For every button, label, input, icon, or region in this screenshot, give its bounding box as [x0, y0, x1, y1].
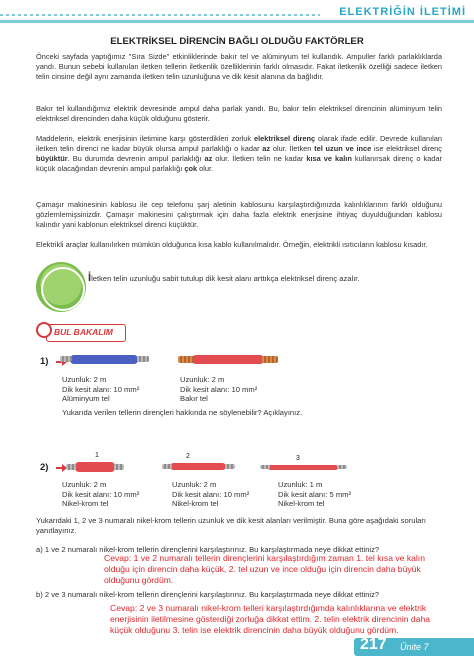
- wire-material: Nikel-krom tel: [172, 499, 219, 508]
- copper-wire: [192, 355, 264, 364]
- answer-b: Cevap: 2 ve 3 numaralı nikel-krom telleri karşılaştırdığımda kalınlıklarına ve elektrik enerjisinin iletilmesine gösterdiği zorluğa dikkat ettim. 2. telin elektrik direncinin daha küçük olduğunu 3. telin ise elektrik direncinin daha büyük olduğunu gördüm.: [110, 603, 431, 635]
- paragraph-5: Elektrikli araçlar kullanılırken mümkün olduğunca kısa kablo kullanılmalıdır. Örneğin, elektrikli ısıtıcıların kablosu kısadır.: [36, 240, 428, 249]
- paragraph-1: Önceki sayfada yaptığımız "Sıra Sizde" etkinliklerinde bakır tel ve alüminyum tel kullandık. Ampuller farklı parlaklıklarda yandı. Bunun sebebi kullanılan iletken tellerin iletkenlik özelliklerinin farklı olmasıdır. Fakat iletkenlik özelliği sadece iletken telin cinsine değil aynı zamanda iletken telin uzunluğuna ve dik kesit alanına da bağlıdır.: [36, 52, 442, 81]
- copper-wire-end-right: [262, 356, 278, 363]
- answer-a: Cevap: 1 ve 2 numaralı tellerin dirençlerini karşılaştırdığım zaman 1. tel kısa ve kalın olduğu için direncin daha küçük, 2. tel uzun ve ince olduğu için direncin daha büyük olduğunu gördüm.: [104, 553, 425, 585]
- wire-2-specs: [180, 375, 257, 404]
- arrow-icon: [56, 467, 64, 469]
- wire-length: Uzunluk: 1 m: [278, 480, 323, 489]
- header-bar: [0, 20, 474, 23]
- magnifier-icon: [36, 322, 52, 338]
- lightbulb-ring: [41, 267, 85, 311]
- wire-length: Uzunluk: 2 m: [172, 480, 217, 489]
- wire-label-1: 1: [95, 452, 99, 459]
- copper-wire-end-left: [178, 356, 194, 363]
- page-footer: [330, 632, 474, 660]
- wire-3-specs: [278, 480, 351, 509]
- wire-length: Uzunluk: 2 m: [180, 375, 225, 384]
- wire-label-2: 2: [186, 453, 190, 460]
- question-2a: a) 1 ve 2 numaralı nikel-krom tellerin dirençlerini karşılaştırınız. Bu karşılaştırmada neye dikkat ettiniz?: [36, 545, 380, 554]
- wire-material: Bakır tel: [180, 394, 208, 403]
- badge-label: BUL BAKALIM: [54, 327, 113, 337]
- question-2-number: 2): [40, 462, 49, 473]
- wire-area: Dik kesit alanı: 10 mm²: [180, 384, 258, 394]
- key-info: İletken telin uzunluğu sabit tutulup dik kesit alanı arttıkça elektriksel direnç azalır.: [88, 272, 360, 284]
- unit-label: Ünite 7: [400, 642, 429, 652]
- wire-2-end-right: [225, 464, 235, 469]
- paragraph-4: Çamaşır makinesinin kablosu ile cep telefonu şarj aletinin kablosunu karşılaştırdığınızda kalınlıklarının farklı olduğunu gözlemlemişsinizdir. Çamaşır makinesini çalıştırmak için daha fazla elektrik enerjisine ihtiyaç duyulduğundan kablosu kalındır yani kablonun elektriksel direnci küçüktür.: [36, 200, 442, 229]
- aluminum-wire-end-right: [137, 356, 149, 362]
- page-header: [0, 0, 474, 28]
- question-1-number: 1): [40, 356, 49, 367]
- section-title: ELEKTRİKSEL DİRENCİN BAĞLI OLDUĞU FAKTÖRLER: [110, 36, 364, 47]
- nichrome-wire-3: [268, 465, 338, 470]
- chapter-title: ELEKTRİĞİN İLETİMİ: [339, 6, 466, 18]
- wire-length: Uzunluk: 2 m: [62, 480, 107, 489]
- wire-2-end-left: [162, 464, 172, 469]
- wire-1-end-right: [114, 464, 124, 470]
- page-number: 217: [360, 636, 387, 653]
- wire-1-specs: [62, 480, 139, 509]
- paragraph-2: Bakır tel kullandığımız elektrik devresinde ampul daha parlak yandı. Bu, bakır telin elektriksel direncinin alüminyum telin elektriksel direncinden daha küçük olduğunu gösterir.: [36, 104, 442, 123]
- wire-length: Uzunluk: 2 m: [62, 375, 107, 384]
- question-2-intro: Yukarıdaki 1, 2 ve 3 numaralı nikel-krom tellerin uzunluk ve dik kesit alanları verilmiştir. Buna göre aşağıdaki soruları yanıtlayınız.: [36, 516, 426, 535]
- nichrome-wire-1: [75, 462, 115, 472]
- wire-material: Nikel-krom tel: [62, 499, 109, 508]
- question-1-text: Yukarıda verilen tellerin dirençleri hakkında ne söylenebilir? Açıklayınız.: [62, 408, 303, 417]
- wire-label-3: 3: [296, 455, 300, 462]
- nichrome-wire-2: [170, 463, 226, 470]
- question-2b: b) 2 ve 3 numaralı nikel-krom tellerin dirençlerini karşılaştırınız. Bu karşılaştırmada neye dikkat ettiniz?: [36, 590, 380, 599]
- wire-area: Dik kesit alanı: 10 mm²: [62, 489, 140, 499]
- find-out-badge: [36, 322, 126, 342]
- aluminum-wire-end-left: [60, 356, 72, 362]
- wire-area: Dik kesit alanı: 5 mm²: [278, 489, 352, 499]
- wire-1-specs: [62, 375, 139, 404]
- header-dots: [0, 14, 320, 16]
- wire-2-specs: [172, 480, 249, 509]
- wire-3-end-right: [337, 465, 347, 469]
- wire-1-end-left: [66, 464, 76, 470]
- wire-area: Dik kesit alanı: 10 mm²: [62, 384, 140, 394]
- wire-area: Dik kesit alanı: 10 mm²: [172, 489, 250, 499]
- wire-material: Alüminyum tel: [62, 394, 110, 403]
- paragraph-3: Maddelerin, elektrik enerjisinin iletimine karşı gösterdikleri zorluk elektriksel direnç olarak ifade edilir. Devrede kullanılan iletken telin direnci ne kadar büyük olursa ampul parlaklığı o kadar az olur. İletken tel uzun ve ince ise elektriksel direnç büyüktür. Bu durumda devrenin ampul parlaklığı az olur. İletken telin ne kadar kısa ve kalın kullanırsak direnç o kadar küçük olacağından devrenin ampul parlaklığı çok olur.: [36, 134, 442, 173]
- aluminum-wire: [70, 355, 138, 364]
- wire-3-end-left: [260, 465, 270, 469]
- wire-material: Nikel-krom tel: [278, 499, 325, 508]
